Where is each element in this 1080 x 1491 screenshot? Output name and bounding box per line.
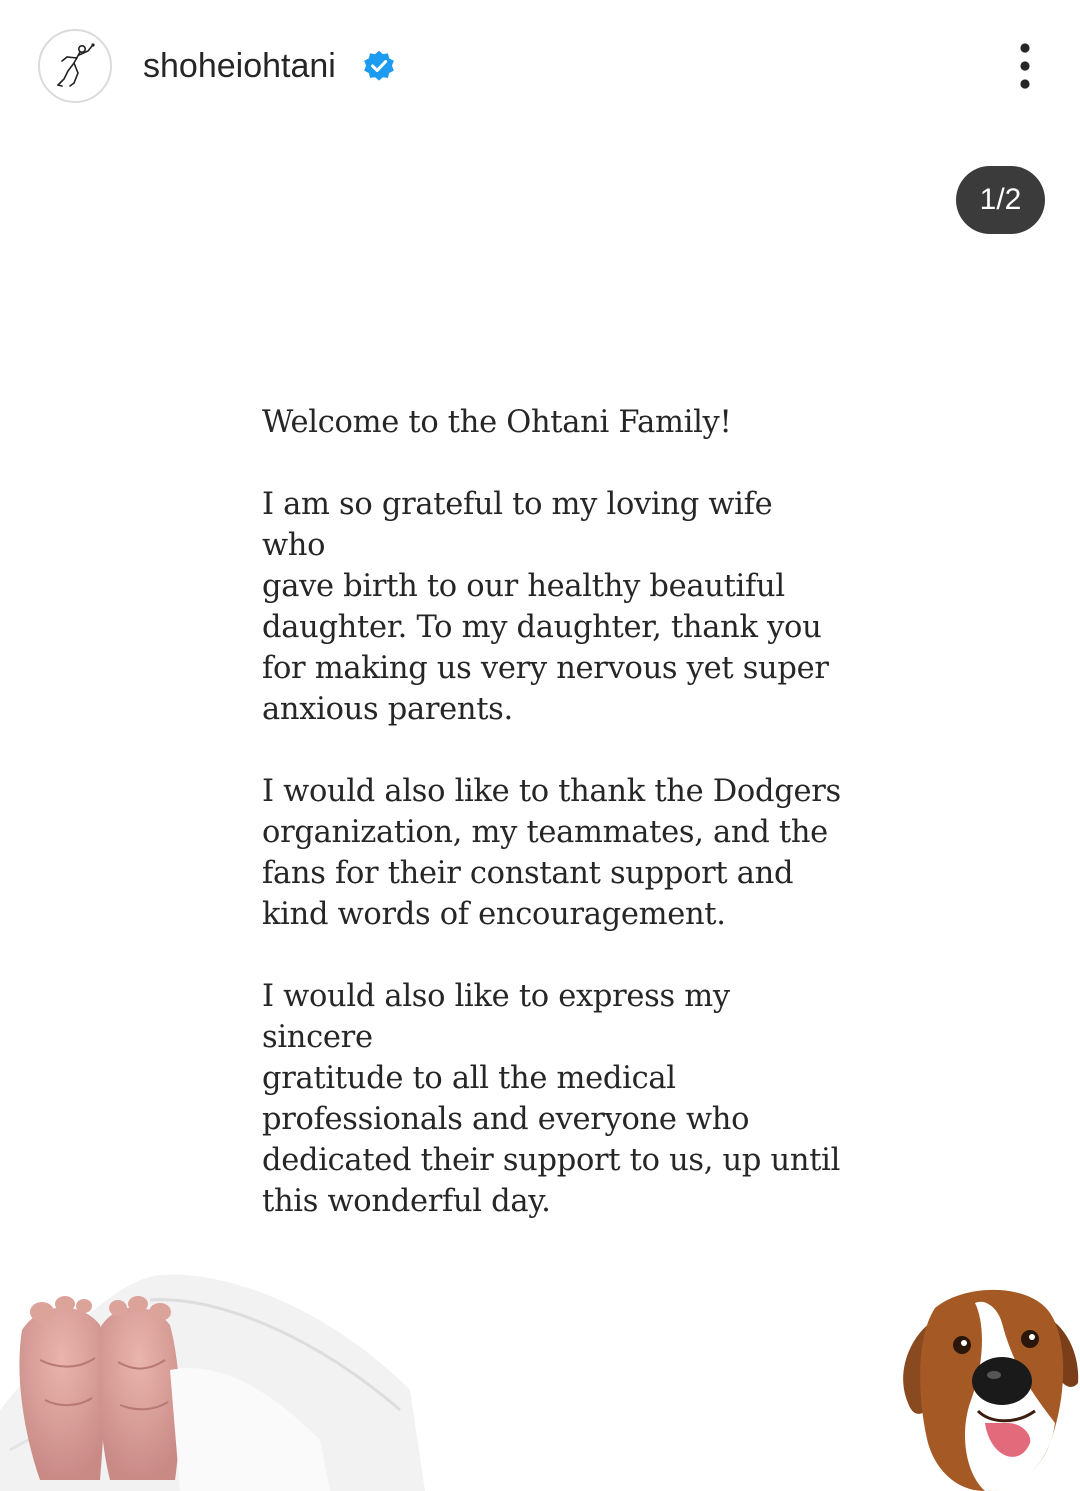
post-message [262,402,842,1263]
baby-feet-illustration [0,1270,430,1491]
pitcher-sketch-icon [52,41,98,91]
verified-badge-icon [362,49,396,83]
greeting-text: Welcome to the Ohtani Family! [262,405,732,440]
carousel-counter: 1/2 [956,166,1045,234]
message-paragraph: I would also like to express my sincere gratitude to all the medical professionals and everyone who dedicated their support to us, up until this wonderful day. [262,979,841,1219]
username-link[interactable]: shoheiohtani [143,47,336,85]
message-paragraph: I am so grateful to my loving wife who gave birth to our healthy beautiful daughter. To my daughter, thank you for making us very nervous yet super anxious parents. [262,487,829,727]
post-header [0,0,1080,130]
profile-avatar[interactable] [38,29,112,103]
more-vertical-icon [1000,38,1050,94]
message-paragraph: I would also like to thank the Dodgers organization, my teammates, and the fans for their constant support and kind words of encouragement. [262,774,841,932]
more-options-button[interactable] [1000,38,1050,94]
dog-illustration [890,1283,1080,1491]
